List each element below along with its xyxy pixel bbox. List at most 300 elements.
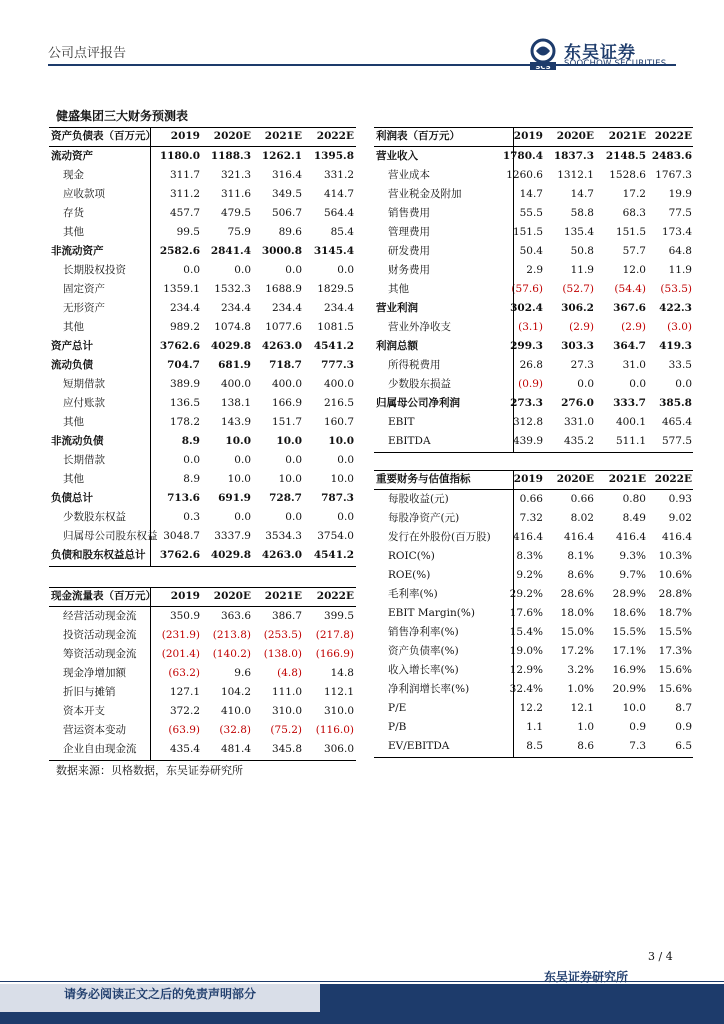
logo-mark-text: SCS: [535, 63, 551, 70]
row-value: 0.0: [234, 454, 251, 466]
table-row: [49, 626, 356, 645]
row-label: 营业外净收支: [388, 321, 451, 333]
row-label: ROE(%): [388, 569, 431, 581]
table-row: [374, 204, 693, 223]
row-value: 19.0%: [509, 645, 543, 657]
table-row: [374, 280, 693, 299]
row-label: 经营活动现金流: [63, 610, 137, 622]
row-value: 20.9%: [612, 683, 646, 695]
row-value: 8.1%: [567, 550, 594, 562]
balance-header-title: 资产负债表（百万元）: [51, 130, 156, 142]
ratios-year-header: 2019: [513, 473, 543, 485]
table-row: [49, 299, 356, 318]
row-value: 7.3: [629, 740, 646, 752]
cashflow-year-header: 2019: [170, 590, 200, 602]
row-value: (2.9): [569, 321, 594, 333]
row-value: (57.6): [511, 283, 543, 295]
table-top-rule: [374, 470, 693, 471]
balance-year-header: 2020E: [213, 130, 251, 142]
row-value: 28.9%: [612, 588, 646, 600]
row-label: 财务费用: [388, 264, 430, 276]
row-label: 营业税金及附加: [388, 188, 462, 200]
table-row: [374, 299, 693, 318]
row-value: 64.8: [668, 245, 692, 257]
row-label: 资产负债率(%): [388, 645, 459, 657]
page-number: 3 / 4: [648, 950, 673, 963]
row-value: 303.3: [561, 340, 594, 352]
row-value: 0.0: [675, 378, 692, 390]
row-value: 564.4: [323, 207, 354, 219]
row-value: 3762.6: [159, 340, 200, 352]
row-value: 28.6%: [560, 588, 594, 600]
row-value: (166.9): [315, 648, 354, 660]
table-row: [374, 737, 693, 756]
row-value: 8.9: [183, 473, 200, 485]
table-row: [374, 547, 693, 566]
row-value: 10.6%: [658, 569, 692, 581]
table-bottom-rule: [49, 566, 356, 567]
row-value: 989.2: [169, 321, 200, 333]
table-row: [374, 432, 693, 451]
row-value: 0.0: [337, 264, 354, 276]
table-title: 健盛集团三大财务预测表: [56, 109, 189, 123]
row-value: 3.2%: [567, 664, 594, 676]
row-value: 18.7%: [658, 607, 692, 619]
row-value: 3534.3: [265, 530, 302, 542]
row-value: 99.5: [176, 226, 200, 238]
row-value: 10.0: [227, 473, 251, 485]
row-value: 8.5: [526, 740, 543, 752]
row-value: (52.7): [562, 283, 594, 295]
income-year-header: 2020E: [556, 130, 594, 142]
row-value: 17.6%: [509, 607, 543, 619]
table-row: [49, 204, 356, 223]
table-row: [374, 566, 693, 585]
row-value: 385.8: [659, 397, 692, 409]
row-value: 0.66: [519, 493, 543, 505]
row-value: 704.7: [167, 359, 200, 371]
table-row: [374, 585, 693, 604]
row-value: 234.4: [169, 302, 200, 314]
table-row: [49, 375, 356, 394]
row-value: 416.4: [512, 531, 543, 543]
row-label: 折旧与摊销: [63, 686, 116, 698]
row-value: 350.9: [169, 610, 200, 622]
row-value: 1688.9: [265, 283, 302, 295]
row-value: 728.7: [269, 492, 302, 504]
table-row: [374, 185, 693, 204]
row-value: 1359.1: [163, 283, 200, 295]
row-value: 310.0: [323, 705, 354, 717]
row-value: 4541.2: [313, 340, 354, 352]
row-label: 长期借款: [63, 454, 105, 466]
row-value: 1829.5: [317, 283, 354, 295]
row-value: 28.8%: [658, 588, 692, 600]
row-value: 316.4: [271, 169, 302, 181]
ratios-header-title: 重要财务与估值指标: [376, 473, 471, 485]
header-divider: [48, 64, 676, 66]
ratios-year-header: 2021E: [608, 473, 646, 485]
row-value: 1077.6: [265, 321, 302, 333]
row-label: 现金: [63, 169, 84, 181]
row-value: 17.2: [622, 188, 646, 200]
row-value: 331.2: [323, 169, 354, 181]
table-row: [374, 242, 693, 261]
row-value: 386.7: [271, 610, 302, 622]
row-value: 8.9: [181, 435, 200, 447]
row-value: 57.7: [622, 245, 646, 257]
balance-year-header: 2021E: [264, 130, 302, 142]
row-value: (3.0): [667, 321, 692, 333]
table-row: [49, 645, 356, 664]
table-row: [374, 413, 693, 432]
row-value: 3000.8: [261, 245, 302, 257]
row-label: 收入增长率(%): [388, 664, 459, 676]
row-value: (32.8): [219, 724, 251, 736]
footer-divider: [0, 981, 724, 982]
row-label: 其他: [63, 416, 84, 428]
row-value: 787.3: [321, 492, 354, 504]
row-label: 利润总额: [376, 340, 418, 352]
row-value: 10.0: [328, 435, 354, 447]
ratios-year-header: 2020E: [556, 473, 594, 485]
row-value: 9.02: [668, 512, 692, 524]
row-label: 每股收益(元): [388, 493, 449, 505]
row-value: 681.9: [218, 359, 251, 371]
row-value: 3048.7: [163, 530, 200, 542]
table-row: [374, 337, 693, 356]
row-value: 364.7: [613, 340, 646, 352]
row-value: 12.2: [519, 702, 543, 714]
row-value: 2148.5: [605, 150, 646, 162]
data-source-note: 数据来源：贝格数据，东吴证券研究所: [56, 764, 243, 777]
row-value: (138.0): [263, 648, 302, 660]
table-row: [49, 470, 356, 489]
row-value: 68.3: [622, 207, 646, 219]
row-value: (231.9): [161, 629, 200, 641]
row-value: 0.80: [622, 493, 646, 505]
table-top-rule: [49, 127, 356, 128]
row-value: 1780.4: [502, 150, 543, 162]
income-year-header: 2022E: [654, 130, 692, 142]
row-value: 12.1: [570, 702, 594, 714]
ratios-year-header: 2022E: [654, 473, 692, 485]
row-value: 151.5: [512, 226, 543, 238]
row-value: 777.3: [321, 359, 354, 371]
row-value: 216.5: [323, 397, 354, 409]
row-label: 销售费用: [388, 207, 430, 219]
row-value: 10.0: [622, 702, 646, 714]
row-label: 营业利润: [376, 302, 418, 314]
row-label: 短期借款: [63, 378, 105, 390]
row-value: 419.3: [659, 340, 692, 352]
row-value: 14.8: [330, 667, 354, 679]
row-value: 349.5: [271, 188, 302, 200]
row-value: 1.0%: [567, 683, 594, 695]
row-value: 0.3: [183, 511, 200, 523]
row-value: 410.0: [220, 705, 251, 717]
row-value: 321.3: [220, 169, 251, 181]
table-row: [374, 261, 693, 280]
row-value: 15.0%: [560, 626, 594, 638]
row-value: 0.9: [675, 721, 692, 733]
row-value: 8.6%: [567, 569, 594, 581]
row-value: 29.2%: [509, 588, 543, 600]
row-value: 234.4: [323, 302, 354, 314]
row-value: 15.6%: [658, 683, 692, 695]
row-value: 273.3: [510, 397, 543, 409]
row-value: 17.1%: [612, 645, 646, 657]
table-row: [49, 280, 356, 299]
row-label: 长期股权投资: [63, 264, 126, 276]
brand-name-cn: 东吴证券: [564, 43, 636, 63]
footer-brand: 东吴证券研究所: [544, 970, 629, 984]
row-value: 104.2: [220, 686, 251, 698]
table-row: [49, 166, 356, 185]
table-row: [49, 394, 356, 413]
row-label: 应收款项: [63, 188, 105, 200]
table-row: [374, 604, 693, 623]
balance-header-row: [49, 127, 356, 146]
row-value: 389.9: [169, 378, 200, 390]
table-row: [49, 356, 356, 375]
row-label: 非流动负债: [51, 435, 104, 447]
table-row: [374, 394, 693, 413]
row-value: 1074.8: [214, 321, 251, 333]
row-label: 资产总计: [51, 340, 93, 352]
row-value: 15.5%: [658, 626, 692, 638]
row-value: 1081.5: [317, 321, 354, 333]
row-value: 14.7: [519, 188, 543, 200]
table-row: [374, 318, 693, 337]
row-value: 0.0: [234, 511, 251, 523]
row-value: (253.5): [263, 629, 302, 641]
row-value: 416.4: [661, 531, 692, 543]
row-value: 416.4: [563, 531, 594, 543]
row-value: 577.5: [661, 435, 692, 447]
row-value: (213.8): [212, 629, 251, 641]
income-year-header: 2021E: [608, 130, 646, 142]
row-value: 6.5: [675, 740, 692, 752]
balance-year-header: 2019: [170, 130, 200, 142]
row-value: 0.0: [337, 454, 354, 466]
row-label: 销售净利率(%): [388, 626, 459, 638]
table-row: [374, 718, 693, 737]
row-value: 506.7: [271, 207, 302, 219]
table-row: [374, 166, 693, 185]
row-value: 0.0: [629, 378, 646, 390]
row-value: 10.0: [278, 473, 302, 485]
table-row: [49, 489, 356, 508]
row-value: 77.5: [668, 207, 692, 219]
row-label: 发行在外股份(百万股): [388, 531, 491, 543]
row-label: 负债和股东权益总计: [51, 549, 146, 561]
row-value: 3337.9: [214, 530, 251, 542]
row-value: 15.4%: [509, 626, 543, 638]
row-value: 178.2: [169, 416, 200, 428]
row-label: 营运资本变动: [63, 724, 126, 736]
row-label: 营业成本: [388, 169, 430, 181]
row-value: (217.8): [315, 629, 354, 641]
row-label: 资本开支: [63, 705, 105, 717]
row-value: 127.1: [169, 686, 200, 698]
row-value: 17.3%: [658, 645, 692, 657]
row-value: 50.8: [570, 245, 594, 257]
row-label: 每股净资产(元): [388, 512, 460, 524]
row-value: 11.9: [668, 264, 692, 276]
table-row: [49, 185, 356, 204]
row-value: 18.0%: [560, 607, 594, 619]
row-value: 1532.3: [214, 283, 251, 295]
table-row: [374, 223, 693, 242]
table-row: [49, 664, 356, 683]
row-label: ROIC(%): [388, 550, 435, 562]
row-value: 302.4: [510, 302, 543, 314]
row-value: 9.6: [234, 667, 251, 679]
row-value: 311.7: [169, 169, 200, 181]
row-value: 1.1: [526, 721, 543, 733]
row-value: 481.4: [220, 743, 251, 755]
row-value: 58.8: [570, 207, 594, 219]
row-label: 少数股东权益: [63, 511, 126, 523]
row-value: 18.6%: [612, 607, 646, 619]
row-label: 现金净增加额: [63, 667, 126, 679]
ratios-header-row: [374, 470, 693, 489]
table-row: [374, 528, 693, 547]
row-value: 4263.0: [261, 340, 302, 352]
row-value: 333.7: [613, 397, 646, 409]
row-value: 422.3: [659, 302, 692, 314]
row-value: 75.9: [227, 226, 251, 238]
row-value: 0.0: [183, 264, 200, 276]
row-value: 372.2: [169, 705, 200, 717]
row-value: 11.9: [570, 264, 594, 276]
row-value: 15.6%: [658, 664, 692, 676]
row-label: 固定资产: [63, 283, 105, 295]
table-row: [374, 490, 693, 509]
row-value: 306.0: [323, 743, 354, 755]
row-value: 7.32: [519, 512, 543, 524]
row-value: 0.0: [285, 511, 302, 523]
row-value: 310.0: [271, 705, 302, 717]
row-value: 331.0: [563, 416, 594, 428]
row-value: 306.2: [561, 302, 594, 314]
row-value: 15.5%: [612, 626, 646, 638]
row-label: EBITDA: [388, 435, 431, 447]
table-row: [374, 661, 693, 680]
row-value: 3145.4: [313, 245, 354, 257]
row-value: 3754.0: [317, 530, 354, 542]
row-value: 17.2%: [560, 645, 594, 657]
row-value: 32.4%: [509, 683, 543, 695]
cashflow-header-row: [49, 587, 356, 606]
row-value: 1262.1: [261, 150, 302, 162]
row-label: 其他: [63, 473, 84, 485]
row-value: 50.4: [519, 245, 543, 257]
table-row: [49, 223, 356, 242]
row-value: 0.66: [570, 493, 594, 505]
row-value: 691.9: [218, 492, 251, 504]
table-row: [49, 451, 356, 470]
row-value: 345.8: [271, 743, 302, 755]
row-label: 研发费用: [388, 245, 430, 257]
row-value: 12.9%: [509, 664, 543, 676]
row-value: 713.6: [167, 492, 200, 504]
row-value: (4.8): [277, 667, 302, 679]
row-value: 160.7: [323, 416, 354, 428]
row-value: 435.2: [563, 435, 594, 447]
row-value: (3.1): [518, 321, 543, 333]
row-value: 312.8: [512, 416, 543, 428]
table-row: [374, 623, 693, 642]
row-value: 111.0: [271, 686, 302, 698]
row-value: 2483.6: [651, 150, 692, 162]
table-row: [49, 318, 356, 337]
row-label: 企业自由现金流: [63, 743, 137, 755]
row-value: (54.4): [614, 283, 646, 295]
cashflow-year-header: 2022E: [316, 590, 354, 602]
row-value: 1312.1: [557, 169, 594, 181]
row-label: 管理费用: [388, 226, 430, 238]
report-type-title: 公司点评报告: [48, 46, 127, 61]
row-value: 276.0: [561, 397, 594, 409]
table-row: [374, 699, 693, 718]
cashflow-header-title: 现金流量表（百万元）: [51, 590, 156, 602]
table-column-rule: [150, 587, 151, 760]
table-row: [374, 680, 693, 699]
brand-logo: [528, 36, 678, 72]
table-top-rule: [49, 587, 356, 588]
row-value: 399.5: [323, 610, 354, 622]
table-row: [49, 508, 356, 527]
row-value: (201.4): [161, 648, 200, 660]
row-value: 10.0: [330, 473, 354, 485]
table-row: [49, 527, 356, 546]
row-value: 1.0: [577, 721, 594, 733]
row-value: (53.5): [660, 283, 692, 295]
row-value: 138.1: [220, 397, 251, 409]
footer-disclaimer: 请务必阅读正文之后的免责声明部分: [64, 987, 257, 1001]
table-row: [49, 432, 356, 451]
table-row: [374, 356, 693, 375]
row-value: 367.6: [613, 302, 646, 314]
row-label: 流动负债: [51, 359, 93, 371]
row-value: 143.9: [220, 416, 251, 428]
row-value: 12.0: [622, 264, 646, 276]
row-label: 归属母公司股东权益: [63, 530, 158, 542]
row-value: 465.4: [661, 416, 692, 428]
cashflow-year-header: 2020E: [213, 590, 251, 602]
table-bottom-rule: [374, 757, 693, 758]
row-value: 400.0: [271, 378, 302, 390]
row-value: 10.0: [276, 435, 302, 447]
table-row: [49, 337, 356, 356]
row-label: 非流动资产: [51, 245, 104, 257]
row-label: EBIT Margin(%): [388, 607, 475, 619]
row-value: 4263.0: [261, 549, 302, 561]
table-row: [374, 509, 693, 528]
row-value: 457.7: [169, 207, 200, 219]
row-value: 9.7%: [619, 569, 646, 581]
row-value: 0.0: [183, 454, 200, 466]
row-value: 10.3%: [658, 550, 692, 562]
row-label: 无形资产: [63, 302, 105, 314]
income-header-row: [374, 127, 693, 146]
row-value: (75.2): [270, 724, 302, 736]
table-row: [49, 702, 356, 721]
row-value: 8.49: [622, 512, 646, 524]
row-value: 9.3%: [619, 550, 646, 562]
